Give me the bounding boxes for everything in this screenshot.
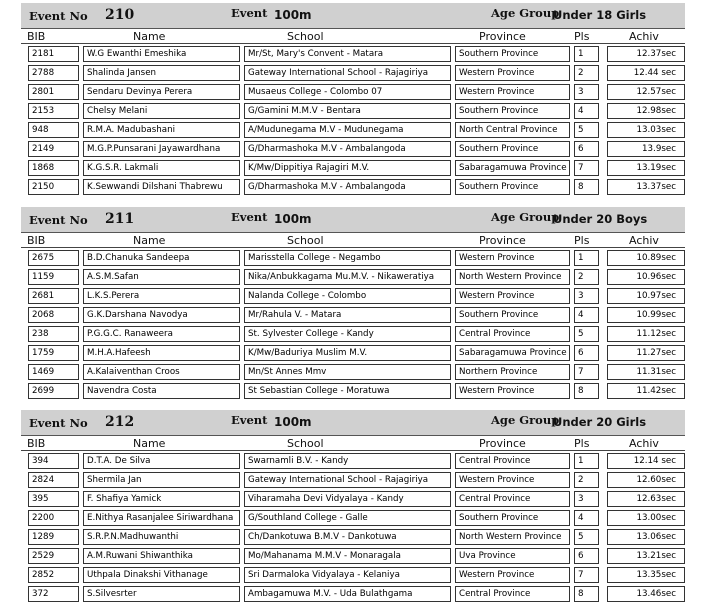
achievement-cell: 10.89sec [607, 250, 685, 266]
table-row [21, 84, 685, 103]
athlete-name-cell: Navendra Costa [83, 383, 240, 399]
athlete-name-cell: G.K.Darshana Navodya [83, 307, 240, 323]
athlete-name-cell: M.H.A.Hafeesh [83, 345, 240, 361]
province-cell: North Western Province [455, 529, 570, 545]
bib-cell: 2788 [28, 65, 79, 81]
bib-cell: 395 [28, 491, 79, 507]
table-row [21, 160, 685, 179]
table-row [21, 122, 685, 141]
province-cell: Southern Province [455, 103, 570, 119]
athlete-name-cell: M.G.P.Punsarani Jayawardhana [83, 141, 240, 157]
athlete-name-cell: L.K.S.Perera [83, 288, 240, 304]
achievement-cell: 12.37sec [607, 46, 685, 62]
bib-cell: 2801 [28, 84, 79, 100]
age-group-value: Under 20 Boys [553, 212, 648, 226]
school-cell: Nika/Anbukkagama Mu.M.V. - Nikaweratiya [244, 269, 451, 285]
bib-cell: 2675 [28, 250, 79, 266]
athlete-name-cell: Sendaru Devinya Perera [83, 84, 240, 100]
achievement-cell: 13.9sec [607, 141, 685, 157]
place-cell: 2 [574, 472, 599, 488]
achievement-cell: 13.21sec [607, 548, 685, 564]
bib-cell: 2529 [28, 548, 79, 564]
column-header-pls: Pls [574, 437, 590, 450]
table-row [21, 307, 685, 326]
event-label: Event [231, 413, 268, 427]
column-header-name: Name [133, 437, 166, 450]
place-cell: 7 [574, 160, 599, 176]
place-cell: 2 [574, 269, 599, 285]
table-row [21, 510, 685, 529]
place-cell: 5 [574, 529, 599, 545]
column-header-name: Name [133, 234, 166, 247]
table-row [21, 250, 685, 269]
achievement-cell: 11.27sec [607, 345, 685, 361]
event-label: Event [231, 210, 268, 224]
school-cell: Mr/Rahula V. - Matara [244, 307, 451, 323]
bib-cell: 394 [28, 453, 79, 469]
event-number: 212 [105, 414, 135, 430]
place-cell: 5 [574, 122, 599, 138]
table-row [21, 65, 685, 84]
achievement-cell: 11.42sec [607, 383, 685, 399]
province-cell: Uva Province [455, 548, 570, 564]
age-group-label: Age Group [491, 6, 560, 20]
column-header-province: Province [479, 437, 526, 450]
province-cell: Southern Province [455, 307, 570, 323]
bib-cell: 2681 [28, 288, 79, 304]
school-cell: Ch/Dankotuwa B.M.V - Dankotuwa [244, 529, 451, 545]
athlete-name-cell: Shermila Jan [83, 472, 240, 488]
athlete-name-cell: P.G.G.C. Ranaweera [83, 326, 240, 342]
place-cell: 6 [574, 345, 599, 361]
table-row [21, 567, 685, 586]
school-cell: Marisstella College - Negambo [244, 250, 451, 266]
province-cell: Western Province [455, 567, 570, 583]
bib-cell: 238 [28, 326, 79, 342]
athlete-name-cell: Shalinda Jansen [83, 65, 240, 81]
column-header-school: School [287, 234, 324, 247]
achievement-cell: 13.06sec [607, 529, 685, 545]
event-section [21, 207, 685, 402]
column-header-achiv: Achiv [629, 437, 659, 450]
school-cell: G/Dharmashoka M.V - Ambalangoda [244, 141, 451, 157]
province-cell: Southern Province [455, 46, 570, 62]
place-cell: 4 [574, 510, 599, 526]
event-section [21, 3, 685, 198]
athlete-name-cell: E.Nithya Rasanjalee Siriwardhana [83, 510, 240, 526]
column-header-row [21, 233, 685, 247]
age-group-value: Under 20 Girls [553, 415, 647, 429]
table-row [21, 491, 685, 510]
place-cell: 3 [574, 288, 599, 304]
place-cell: 8 [574, 383, 599, 399]
event-no-label: Event No [29, 9, 88, 23]
athlete-name-cell: A.Kalaiventhan Croos [83, 364, 240, 380]
place-cell: 3 [574, 491, 599, 507]
achievement-cell: 10.96sec [607, 269, 685, 285]
place-cell: 2 [574, 65, 599, 81]
school-cell: Viharamaha Devi Vidyalaya - Kandy [244, 491, 451, 507]
school-cell: Sri Darmaloka Vidyalaya - Kelaniya [244, 567, 451, 583]
bib-cell: 2852 [28, 567, 79, 583]
athlete-name-cell: Chelsy Melani [83, 103, 240, 119]
bib-cell: 2181 [28, 46, 79, 62]
achievement-cell: 13.37sec [607, 179, 685, 195]
achievement-cell: 12.14 sec [607, 453, 685, 469]
athlete-name-cell: S.R.P.N.Madhuwanthi [83, 529, 240, 545]
event-no-label: Event No [29, 416, 88, 430]
school-cell: Mo/Mahanama M.M.V - Monaragala [244, 548, 451, 564]
achievement-cell: 12.60sec [607, 472, 685, 488]
province-cell: Sabaragamuwa Province [455, 345, 570, 361]
school-cell: Musaeus College - Colombo 07 [244, 84, 451, 100]
athlete-name-cell: Uthpala Dinakshi Vithanage [83, 567, 240, 583]
column-header-row [21, 436, 685, 450]
bib-cell: 1289 [28, 529, 79, 545]
school-cell: K/Mw/Dippitiya Rajagiri M.V. [244, 160, 451, 176]
place-cell: 5 [574, 326, 599, 342]
bib-cell: 372 [28, 586, 79, 602]
province-cell: Southern Province [455, 510, 570, 526]
bib-cell: 1759 [28, 345, 79, 361]
province-cell: Central Province [455, 326, 570, 342]
school-cell: K/Mw/Baduriya Muslim M.V. [244, 345, 451, 361]
event-name: 100m [274, 415, 312, 429]
school-cell: Swarnamli B.V. - Kandy [244, 453, 451, 469]
athlete-name-cell: F. Shafiya Yamick [83, 491, 240, 507]
achievement-cell: 12.57sec [607, 84, 685, 100]
bib-cell: 1868 [28, 160, 79, 176]
place-cell: 1 [574, 453, 599, 469]
table-row [21, 326, 685, 345]
school-cell: G/Dharmashoka M.V - Ambalangoda [244, 179, 451, 195]
column-header-bib: BIB [27, 30, 46, 43]
achievement-cell: 12.44 sec [607, 65, 685, 81]
column-header-school: School [287, 30, 324, 43]
province-cell: Western Province [455, 288, 570, 304]
province-cell: Western Province [455, 250, 570, 266]
bib-cell: 2150 [28, 179, 79, 195]
column-header-row [21, 29, 685, 43]
place-cell: 4 [574, 307, 599, 323]
table-row [21, 529, 685, 548]
event-number: 211 [105, 211, 135, 227]
event-number: 210 [105, 7, 135, 23]
table-row [21, 345, 685, 364]
athlete-name-cell: A.M.Ruwani Shiwanthika [83, 548, 240, 564]
achievement-cell: 13.00sec [607, 510, 685, 526]
bib-cell: 2200 [28, 510, 79, 526]
place-cell: 1 [574, 250, 599, 266]
achievement-cell: 11.31sec [607, 364, 685, 380]
province-cell: Southern Province [455, 141, 570, 157]
province-cell: North Western Province [455, 269, 570, 285]
school-cell: Mn/St Annes Mmv [244, 364, 451, 380]
event-header [21, 3, 685, 29]
table-row [21, 269, 685, 288]
achievement-cell: 13.35sec [607, 567, 685, 583]
table-row [21, 472, 685, 491]
results-table [21, 250, 685, 402]
province-cell: Northern Province [455, 364, 570, 380]
achievement-cell: 12.63sec [607, 491, 685, 507]
event-section [21, 410, 685, 605]
place-cell: 7 [574, 567, 599, 583]
event-header [21, 207, 685, 233]
age-group-label: Age Group [491, 210, 560, 224]
school-cell: St Sebastian College - Moratuwa [244, 383, 451, 399]
achievement-cell: 12.98sec [607, 103, 685, 119]
athlete-name-cell: K.Sewwandi Dilshani Thabrewu [83, 179, 240, 195]
athlete-name-cell: B.D.Chanuka Sandeepa [83, 250, 240, 266]
bib-cell: 2149 [28, 141, 79, 157]
column-header-achiv: Achiv [629, 30, 659, 43]
achievement-cell: 10.99sec [607, 307, 685, 323]
table-row [21, 288, 685, 307]
bib-cell: 2153 [28, 103, 79, 119]
place-cell: 6 [574, 548, 599, 564]
event-label: Event [231, 6, 268, 20]
results-table [21, 46, 685, 198]
athlete-name-cell: D.T.A. De Silva [83, 453, 240, 469]
province-cell: Western Province [455, 84, 570, 100]
age-group-value: Under 18 Girls [553, 8, 647, 22]
athlete-name-cell: W.G Ewanthi Emeshika [83, 46, 240, 62]
achievement-cell: 13.46sec [607, 586, 685, 602]
column-header-school: School [287, 437, 324, 450]
place-cell: 1 [574, 46, 599, 62]
school-cell: G/Southland College - Galle [244, 510, 451, 526]
athlete-name-cell: A.S.M.Safan [83, 269, 240, 285]
achievement-cell: 13.03sec [607, 122, 685, 138]
place-cell: 4 [574, 103, 599, 119]
place-cell: 3 [574, 84, 599, 100]
place-cell: 7 [574, 364, 599, 380]
school-cell: A/Mudunegama M.V - Mudunegama [244, 122, 451, 138]
achievement-cell: 10.97sec [607, 288, 685, 304]
athlete-name-cell: K.G.S.R. Lakmali [83, 160, 240, 176]
place-cell: 6 [574, 141, 599, 157]
achievement-cell: 11.12sec [607, 326, 685, 342]
school-cell: G/Gamini M.M.V - Bentara [244, 103, 451, 119]
table-row [21, 383, 685, 402]
bib-cell: 1469 [28, 364, 79, 380]
province-cell: Western Province [455, 383, 570, 399]
column-header-achiv: Achiv [629, 234, 659, 247]
province-cell: North Central Province [455, 122, 570, 138]
athlete-name-cell: S.Silvesrter [83, 586, 240, 602]
school-cell: Ambagamuwa M.V. - Uda Bulathgama [244, 586, 451, 602]
column-header-bib: BIB [27, 437, 46, 450]
event-header [21, 410, 685, 436]
column-header-province: Province [479, 30, 526, 43]
table-row [21, 453, 685, 472]
province-cell: Western Province [455, 65, 570, 81]
school-cell: Nalanda College - Colombo [244, 288, 451, 304]
table-row [21, 364, 685, 383]
place-cell: 8 [574, 586, 599, 602]
school-cell: Gateway International School - Rajagiriya [244, 472, 451, 488]
table-row [21, 548, 685, 567]
table-row [21, 586, 685, 605]
table-row [21, 141, 685, 160]
bib-cell: 2824 [28, 472, 79, 488]
province-cell: Central Province [455, 491, 570, 507]
bib-cell: 2699 [28, 383, 79, 399]
province-cell: Central Province [455, 453, 570, 469]
province-cell: Western Province [455, 472, 570, 488]
results-table [21, 453, 685, 605]
bib-cell: 2068 [28, 307, 79, 323]
age-group-label: Age Group [491, 413, 560, 427]
athlete-name-cell: R.M.A. Madubashani [83, 122, 240, 138]
school-cell: St. Sylvester College - Kandy [244, 326, 451, 342]
school-cell: Gateway International School - Rajagiriya [244, 65, 451, 81]
school-cell: Mr/St, Mary's Convent - Matara [244, 46, 451, 62]
event-name: 100m [274, 8, 312, 22]
table-row [21, 103, 685, 122]
achievement-cell: 13.19sec [607, 160, 685, 176]
place-cell: 8 [574, 179, 599, 195]
table-row [21, 46, 685, 65]
province-cell: Southern Province [455, 179, 570, 195]
column-header-bib: BIB [27, 234, 46, 247]
table-row [21, 179, 685, 198]
column-header-name: Name [133, 30, 166, 43]
bib-cell: 1159 [28, 269, 79, 285]
event-name: 100m [274, 212, 312, 226]
event-no-label: Event No [29, 213, 88, 227]
bib-cell: 948 [28, 122, 79, 138]
province-cell: Sabaragamuwa Province [455, 160, 570, 176]
column-header-pls: Pls [574, 234, 590, 247]
province-cell: Central Province [455, 586, 570, 602]
column-header-province: Province [479, 234, 526, 247]
column-header-pls: Pls [574, 30, 590, 43]
